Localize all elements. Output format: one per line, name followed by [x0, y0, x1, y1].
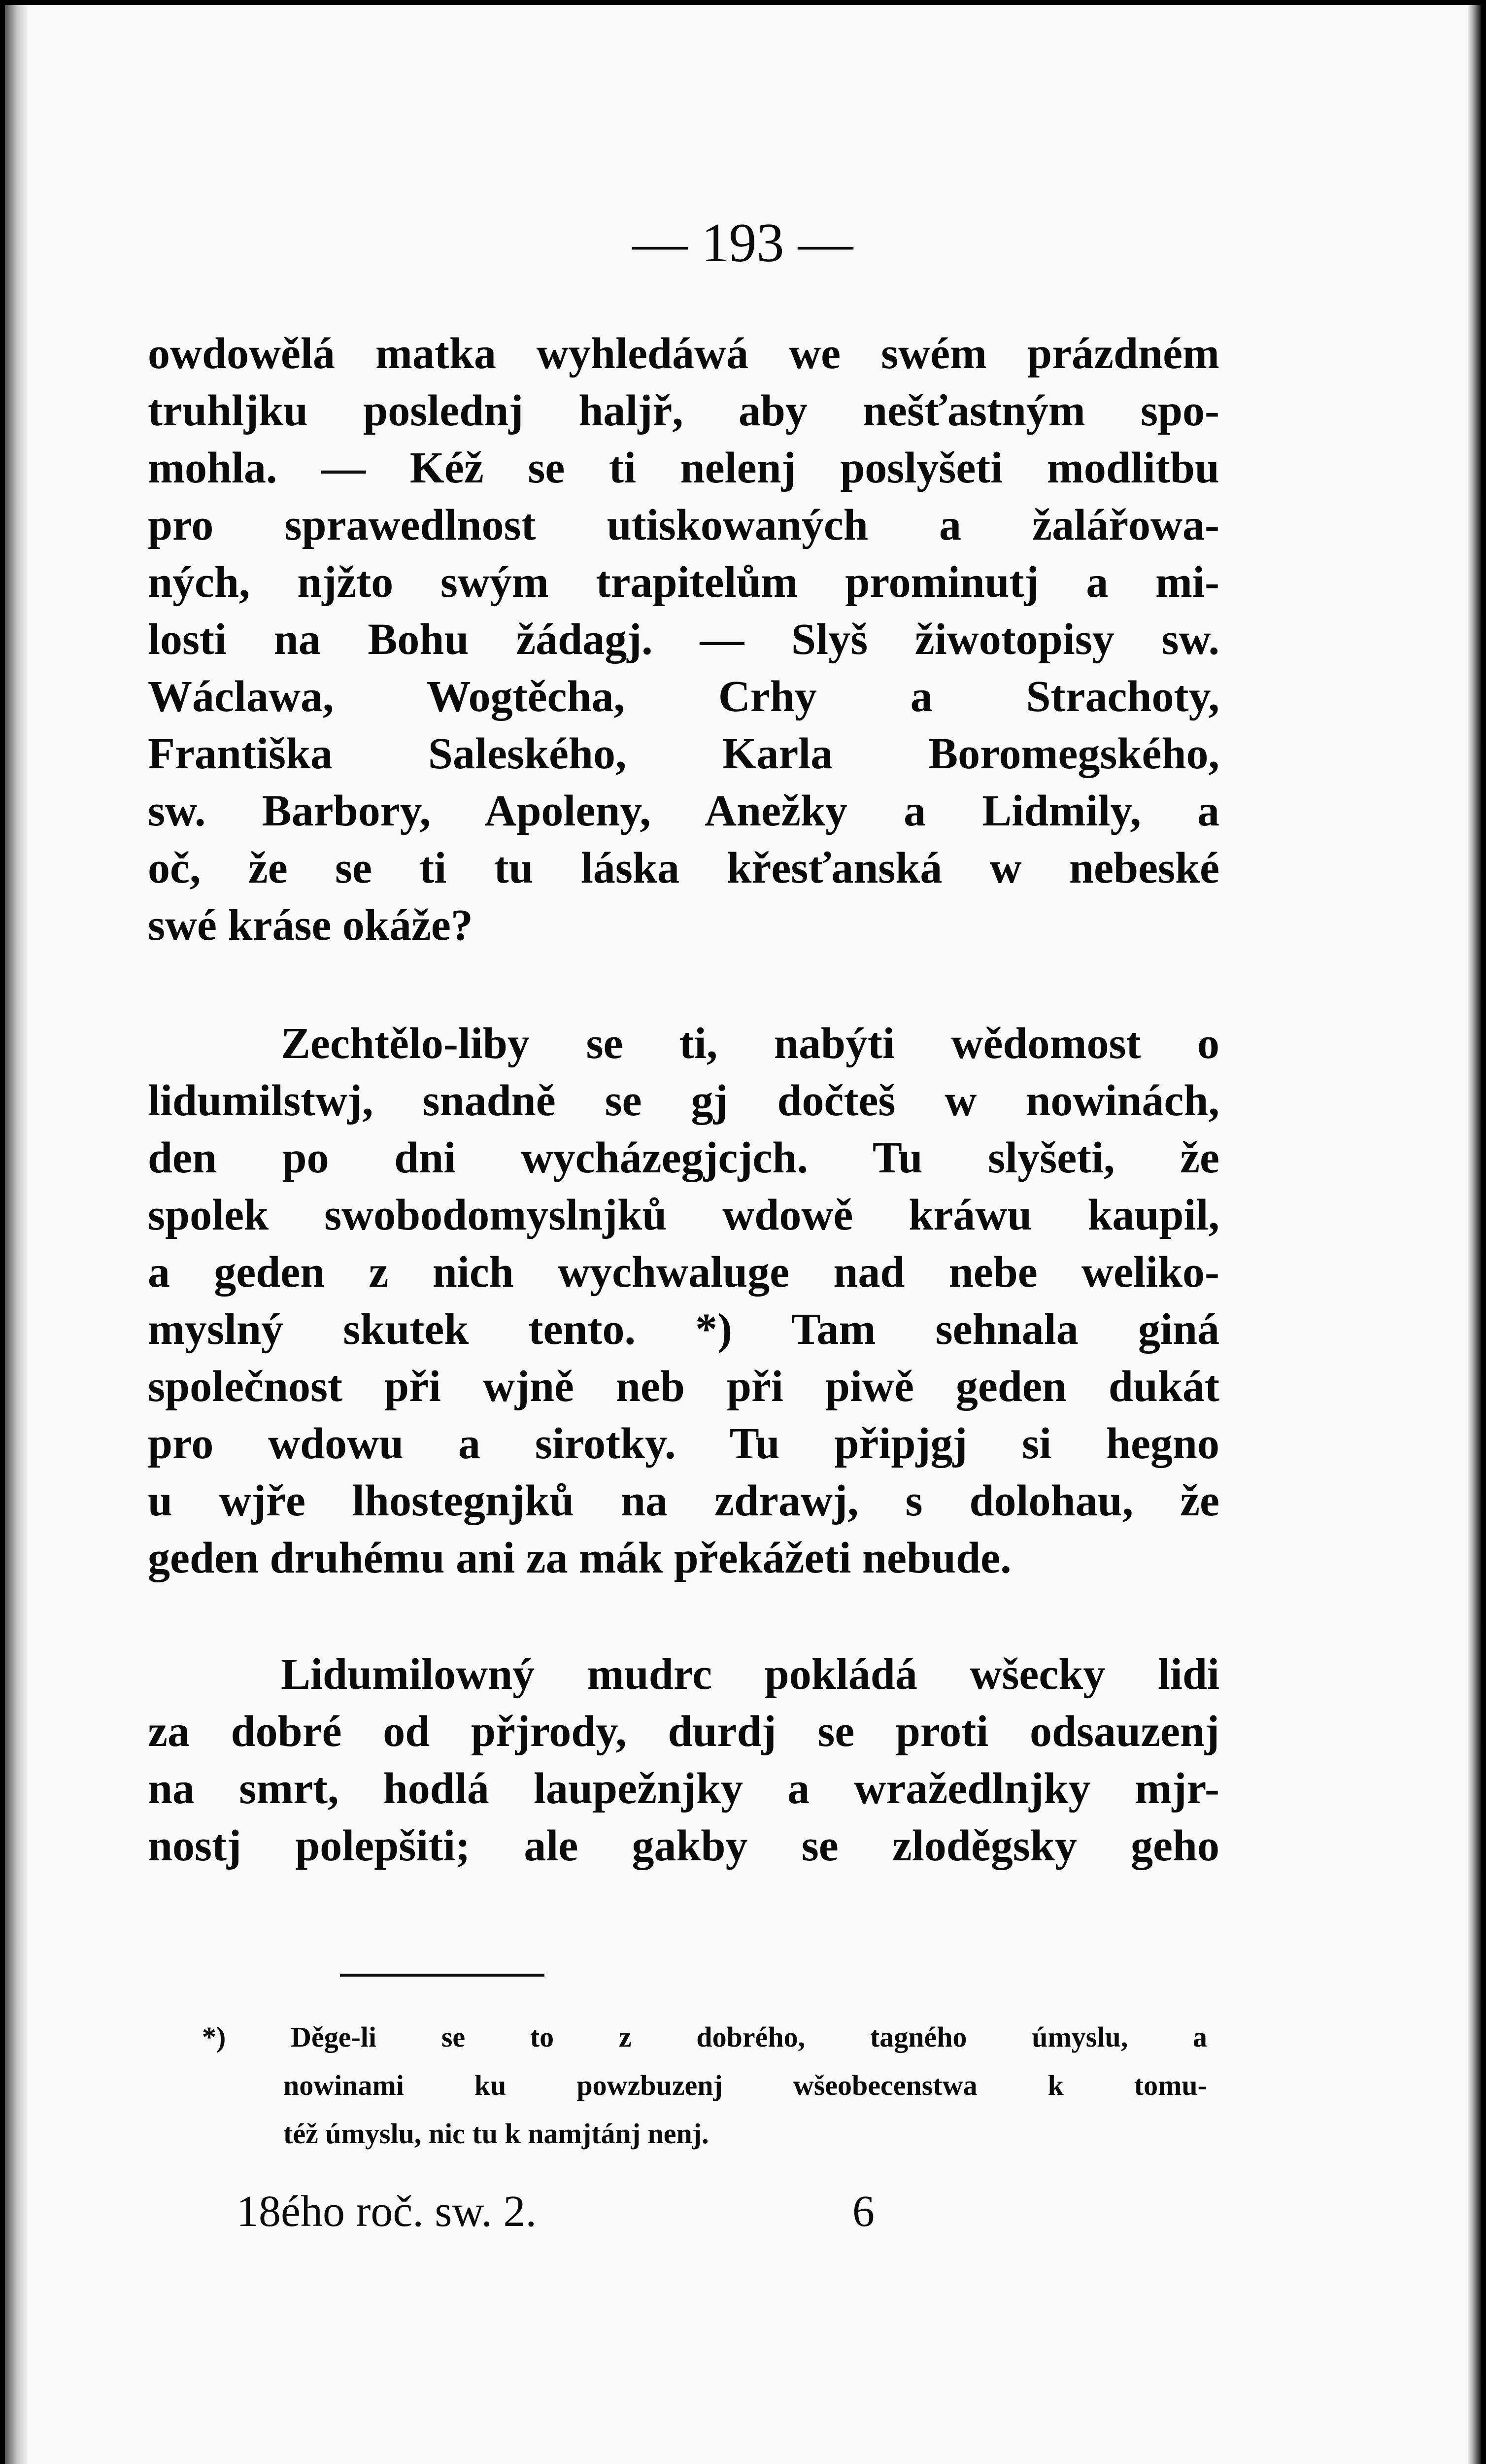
text-line: ných, njžto swým trapitelům prominutj a mi- [148, 558, 1219, 607]
text-line: pro sprawedlnost utiskowaných a žalářowa- [148, 501, 1219, 549]
paragraph-1 [148, 325, 1219, 954]
text-line: Františka Saleského, Karla Boromegského, [148, 729, 1219, 778]
text-line: lidumilstwj, snadně se gj dočteš w nowinách, [148, 1076, 1219, 1125]
book-page [5, 5, 1481, 2464]
footnote-line: též úmyslu, nic tu k namjtánj nenj. [283, 2118, 709, 2150]
text-line: swé kráse okáže? [148, 901, 473, 950]
text-line: u wjře lhostegnjků na zdrawj, s dolohau, že [148, 1476, 1219, 1525]
text-line: sw. Barbory, Apoleny, Anežky a Lidmily, a [148, 787, 1219, 835]
footnote-line: nowinami ku powzbuzenj wšeobecenstwa k tomu- [283, 2069, 1207, 2101]
text-line: geden druhému ani za mák překážeti nebude. [148, 1534, 1012, 1582]
page-header: — 193 — [632, 212, 853, 274]
page-footer [236, 2183, 976, 2240]
text-line: společnost při wjně neb při piwě geden dukát [148, 1362, 1219, 1411]
paragraph-3 [148, 1646, 1219, 1875]
text-line: oč, že se ti tu láska křesťanská w nebeské [148, 844, 1219, 892]
footnote-line: *) Děge-li se to z dobrého, tagného úmyslu, a [202, 2021, 1207, 2053]
sheet-number: 6 [852, 2187, 875, 2236]
text-line: Lidumilowný mudrc pokládá wšecky lidi [281, 1650, 1219, 1699]
text-line: na smrt, hodlá laupežnjky a wražedlnjky mjr- [148, 1764, 1219, 1813]
page-right-edge-shadow [1468, 5, 1481, 2464]
text-line: Wáclawa, Wogtěcha, Crhy a Strachoty, [148, 672, 1219, 721]
printer-signature: 18ého roč. sw. 2. [236, 2187, 537, 2236]
text-line: myslný skutek tento. *) Tam sehnala giná [148, 1305, 1219, 1354]
text-line: a geden z nich wychwaluge nad nebe weliko- [148, 1248, 1219, 1297]
paragraph-2 [148, 1015, 1219, 1587]
text-line: nostj polepšiti; ale gakby se zloděgsky geho [148, 1821, 1219, 1870]
text-line: pro wdowu a sirotky. Tu připjgj si hegno [148, 1419, 1219, 1468]
footnote [202, 2013, 1207, 2158]
text-line: mohla. — Kéž se ti nelenj poslyšeti modlitbu [148, 444, 1219, 492]
text-line: za dobré od přjrody, durdj se proti odsauzenj [148, 1707, 1219, 1756]
text-line: Zechtělo-liby se ti, nabýti wědomost o [281, 1019, 1219, 1068]
text-line: owdowělá matka wyhledáwá we swém prázdném [148, 329, 1219, 378]
page-left-edge-shadow [5, 5, 28, 2464]
text-line: losti na Bohu žádagj. — Slyš žiwotopisy sw. [148, 615, 1219, 664]
footnote-divider [340, 1974, 544, 1977]
text-line: den po dni wycházegjcjch. Tu slyšeti, že [148, 1133, 1219, 1182]
text-line: truhljku poslednj haljř, aby nešťastným spo- [148, 386, 1219, 435]
text-line: spolek swobodomyslnjků wdowě kráwu kaupil, [148, 1191, 1219, 1239]
